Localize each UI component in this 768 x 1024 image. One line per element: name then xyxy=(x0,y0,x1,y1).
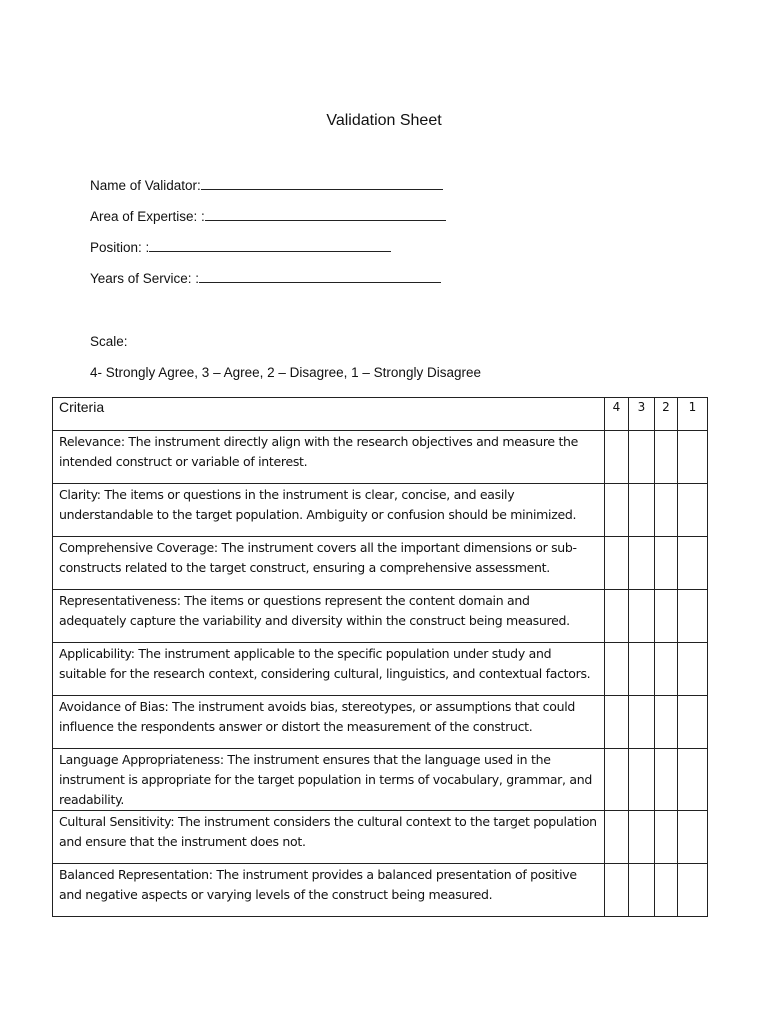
rating-cell-3[interactable] xyxy=(629,864,655,917)
rating-cell-1[interactable] xyxy=(678,811,708,864)
expertise-field xyxy=(90,209,446,225)
rating-cell-3[interactable] xyxy=(629,537,655,590)
page-title: Validation Sheet xyxy=(326,112,442,129)
validator-name-field xyxy=(90,178,443,194)
table-header-row xyxy=(53,398,708,431)
criterion-clarity: Clarity: The items or questions in the instrument is clear, concise, and easily understandable to the target population. Ambiguity or confusion should be minimized. xyxy=(53,484,605,537)
validator-name-blank[interactable] xyxy=(201,178,443,190)
rating-cell-2[interactable] xyxy=(655,643,678,696)
rating-cell-4[interactable] xyxy=(605,431,629,484)
criterion-cultural-sensitivity: Cultural Sensitivity: The instrument considers the cultural context to the target population and ensure that the instrument does not. xyxy=(53,811,605,864)
expertise-label: Area of Expertise: : xyxy=(90,209,205,224)
rating-cell-3[interactable] xyxy=(629,811,655,864)
table-row xyxy=(53,643,708,696)
scale-description: 4- Strongly Agree, 3 – Agree, 2 – Disagree, 1 – Strongly Disagree xyxy=(90,365,481,380)
rating-cell-1[interactable] xyxy=(678,643,708,696)
years-of-service-field xyxy=(90,271,441,287)
scale-heading: Scale: xyxy=(90,334,128,349)
rating-cell-2[interactable] xyxy=(655,537,678,590)
score-header-3: 3 xyxy=(629,398,655,431)
criterion-balanced-representation: Balanced Representation: The instrument provides a balanced presentation of positive and negative aspects or varying levels of the construct being measured. xyxy=(53,864,605,917)
table-row xyxy=(53,431,708,484)
score-header-1: 1 xyxy=(678,398,708,431)
rating-cell-3[interactable] xyxy=(629,590,655,643)
rating-cell-1[interactable] xyxy=(678,590,708,643)
validator-name-label: Name of Validator: xyxy=(90,178,201,193)
rating-cell-1[interactable] xyxy=(678,749,708,811)
position-label: Position: : xyxy=(90,240,150,255)
rating-cell-4[interactable] xyxy=(605,749,629,811)
rating-cell-4[interactable] xyxy=(605,696,629,749)
score-header-4: 4 xyxy=(605,398,629,431)
rating-cell-3[interactable] xyxy=(629,484,655,537)
rating-cell-2[interactable] xyxy=(655,590,678,643)
position-blank[interactable] xyxy=(149,240,391,252)
rating-cell-2[interactable] xyxy=(655,431,678,484)
criterion-relevance: Relevance: The instrument directly align with the research objectives and measure the intended construct or variable of interest. xyxy=(53,431,605,484)
years-of-service-label: Years of Service: : xyxy=(90,271,200,286)
table-row xyxy=(53,864,708,917)
rating-cell-1[interactable] xyxy=(678,696,708,749)
criterion-language-appropriateness: Language Appropriateness: The instrument ensures that the language used in the instrument is appropriate for the target population in terms of vocabulary, grammar, and readability. xyxy=(53,749,605,811)
criterion-applicability: Applicability: The instrument applicable to the specific population under study and suitable for the research context, considering cultural, linguistics, and contextual factors. xyxy=(53,643,605,696)
rating-cell-2[interactable] xyxy=(655,811,678,864)
rating-cell-4[interactable] xyxy=(605,484,629,537)
table-row xyxy=(53,537,708,590)
rating-cell-4[interactable] xyxy=(605,811,629,864)
rating-cell-4[interactable] xyxy=(605,643,629,696)
rating-cell-3[interactable] xyxy=(629,749,655,811)
criterion-representativeness: Representativeness: The items or questions represent the content domain and adequately capture the variability and diversity within the construct being measured. xyxy=(53,590,605,643)
rating-cell-2[interactable] xyxy=(655,484,678,537)
rating-cell-4[interactable] xyxy=(605,864,629,917)
rating-cell-1[interactable] xyxy=(678,537,708,590)
rating-cell-1[interactable] xyxy=(678,484,708,537)
rating-cell-3[interactable] xyxy=(629,431,655,484)
expertise-blank[interactable] xyxy=(205,209,446,221)
table-row xyxy=(53,484,708,537)
position-field xyxy=(90,240,391,256)
table-row xyxy=(53,749,708,811)
rating-cell-4[interactable] xyxy=(605,590,629,643)
rating-cell-2[interactable] xyxy=(655,864,678,917)
rating-cell-3[interactable] xyxy=(629,643,655,696)
rating-cell-4[interactable] xyxy=(605,537,629,590)
table-row xyxy=(53,696,708,749)
criterion-avoidance-of-bias: Avoidance of Bias: The instrument avoids bias, stereotypes, or assumptions that could influence the respondents answer or distort the measurement of the construct. xyxy=(53,696,605,749)
years-of-service-blank[interactable] xyxy=(199,271,441,283)
rating-cell-1[interactable] xyxy=(678,864,708,917)
score-header-2: 2 xyxy=(655,398,678,431)
rating-cell-2[interactable] xyxy=(655,696,678,749)
criteria-header: Criteria xyxy=(53,398,605,431)
table-row xyxy=(53,811,708,864)
rating-cell-1[interactable] xyxy=(678,431,708,484)
criteria-table xyxy=(52,397,708,917)
rating-cell-2[interactable] xyxy=(655,749,678,811)
table-row xyxy=(53,590,708,643)
criterion-comprehensive-coverage: Comprehensive Coverage: The instrument covers all the important dimensions or sub-constructs related to the target construct, ensuring a comprehensive assessment. xyxy=(53,537,605,590)
rating-cell-3[interactable] xyxy=(629,696,655,749)
